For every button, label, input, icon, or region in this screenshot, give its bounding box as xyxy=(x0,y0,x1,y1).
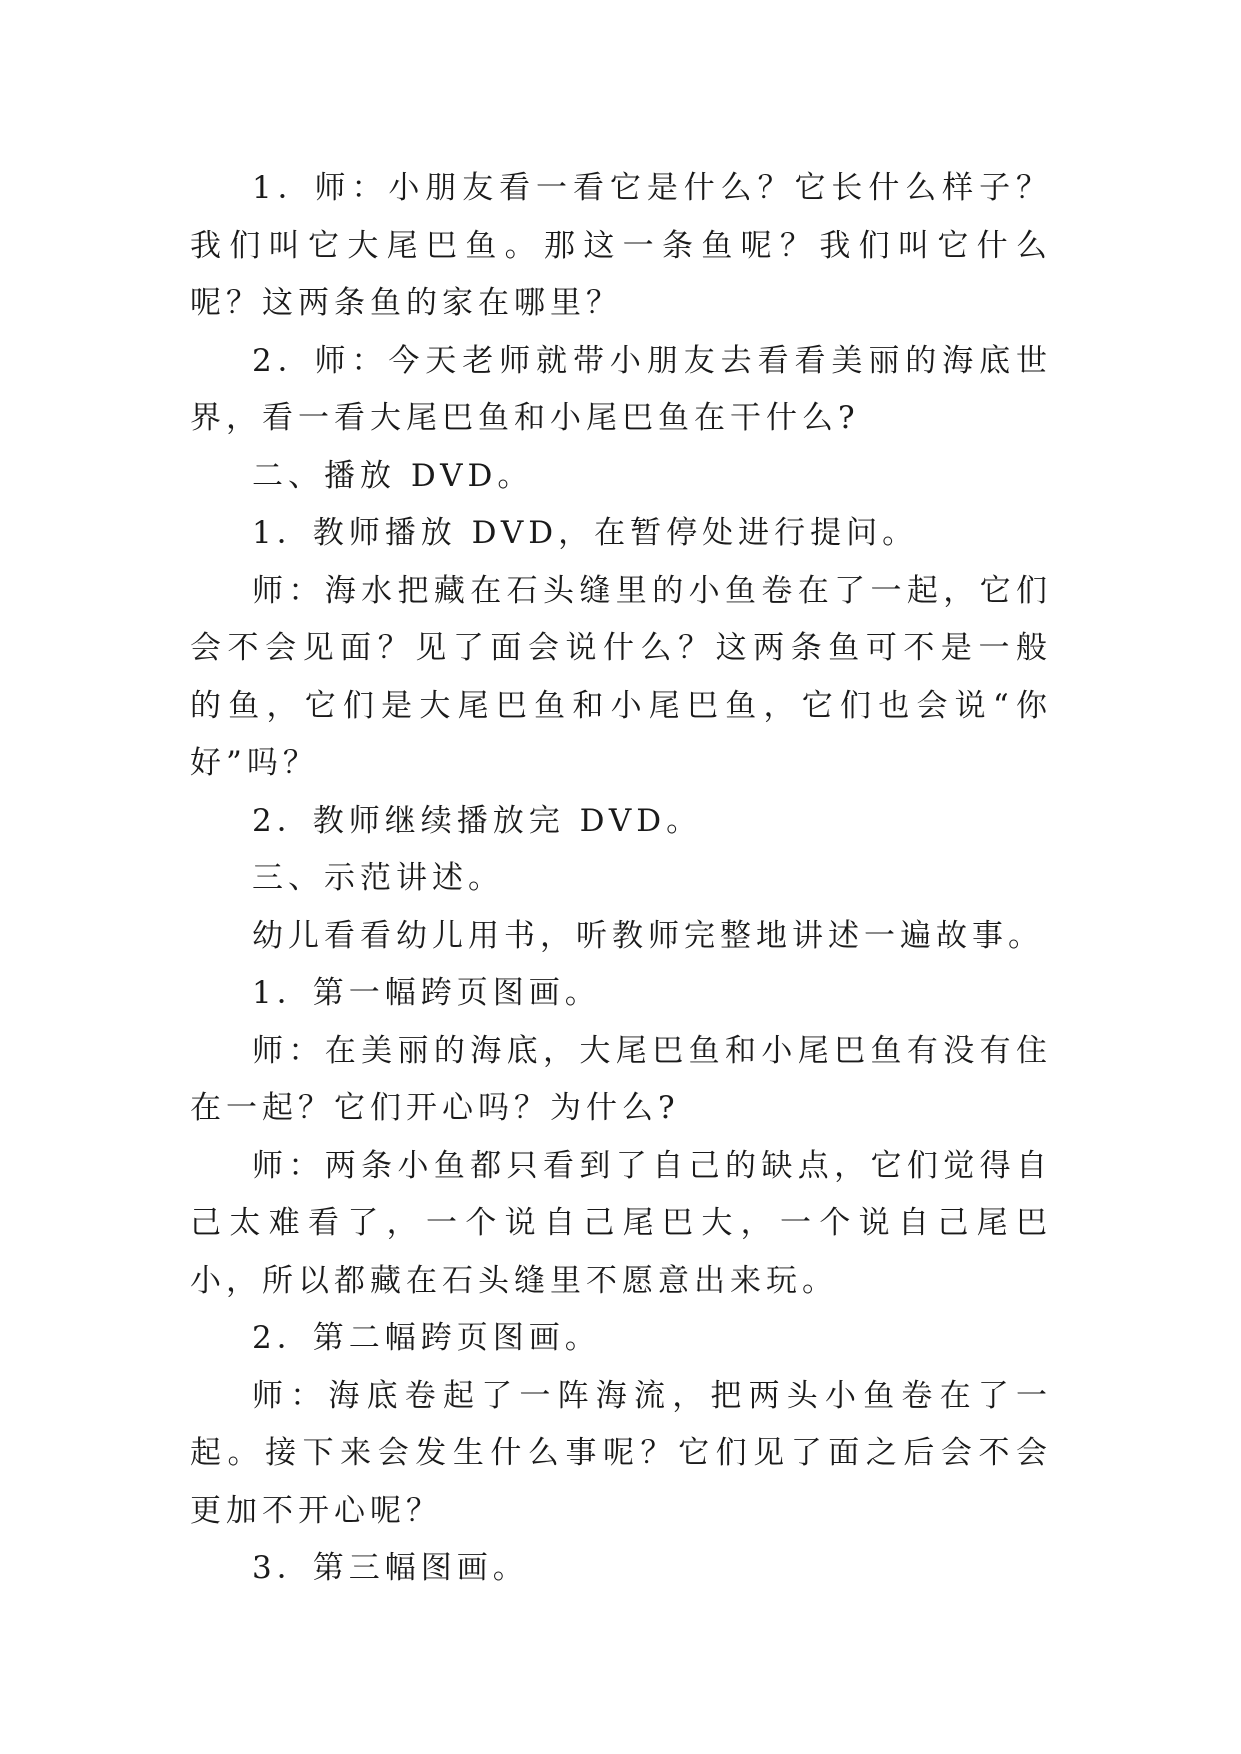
paragraph-14: 3．第三幅图画。 xyxy=(252,1550,529,1586)
paragraph-13: 师：海底卷起了一阵海流，把两头小鱼卷在了一起。接下来会发生什么事呢？它们见了面之后会不会更加不开心呢？ xyxy=(190,1377,1052,1529)
paragraph-1: 1．师：小朋友看一看它是什么？它长什么样子？我们叫它大尾巴鱼。那这一条鱼呢？我们叫它什么呢？这两条鱼的家在哪里？ xyxy=(190,170,1052,321)
paragraph-6: 2．教师继续播放完 DVD。 xyxy=(252,802,703,839)
section-heading-play-dvd: 二、播放 DVD。 xyxy=(252,457,534,494)
paragraph-10: 师：在美丽的海底，大尾巴鱼和小尾巴鱼有没有住在一起？它们开心吗？为什么? xyxy=(190,1032,1052,1126)
section-heading-demo: 三、示范讲述。 xyxy=(252,860,504,896)
document-body xyxy=(190,160,1052,1598)
paragraph-12: 2．第二幅跨页图画。 xyxy=(252,1320,601,1356)
paragraph-9: 1．第一幅跨页图画。 xyxy=(252,975,601,1011)
paragraph-11: 师：两条小鱼都只看到了自己的缺点，它们觉得自己太难看了，一个说自己尾巴大，一个说自己尾巴小，所以都藏在石头缝里不愿意出来玩。 xyxy=(190,1147,1052,1299)
paragraph-8: 幼儿看看幼儿用书，听教师完整地讲述一遍故事。 xyxy=(252,917,1044,954)
paragraph-2: 2．师：今天老师就带小朋友去看看美丽的海底世界，看一看大尾巴鱼和小尾巴鱼在干什么? xyxy=(190,342,1052,436)
paragraph-4: 1．教师播放 DVD，在暂停处进行提问。 xyxy=(252,515,919,551)
paragraph-5: 师：海水把藏在石头缝里的小鱼卷在了一起，它们会不会见面？见了面会说什么？这两条鱼可不是一般的鱼，它们是大尾巴鱼和小尾巴鱼，它们也会说“你好”吗？ xyxy=(190,572,1052,781)
